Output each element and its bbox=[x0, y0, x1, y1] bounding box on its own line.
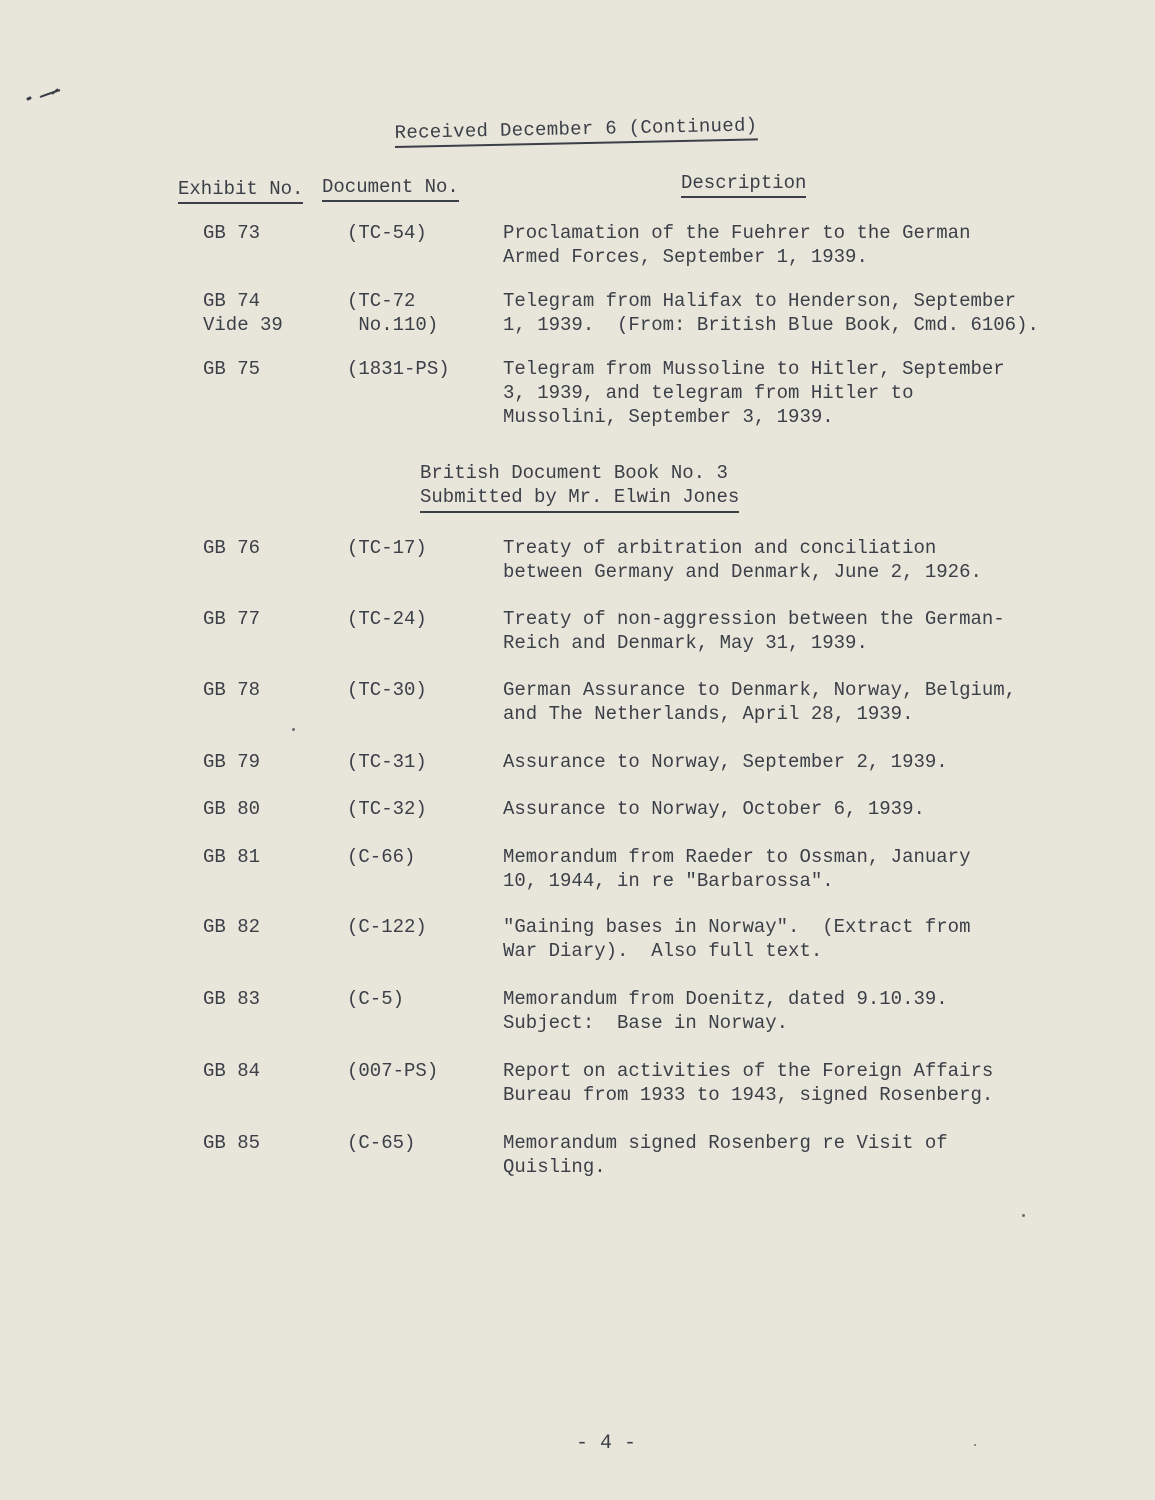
exhibit-cell: GB 83 bbox=[203, 988, 261, 1010]
document-cell: (C-65) bbox=[347, 1132, 416, 1154]
exhibit-cell: GB 74 Vide 39 bbox=[203, 290, 283, 336]
exhibit-cell: GB 73 bbox=[203, 222, 261, 244]
description-cell: Telegram from Mussoline to Hitler, September 3, 1939, and telegram from Hitler to Mussolini, September 3, 1939. bbox=[503, 358, 1005, 428]
document-cell: (1831-PS) bbox=[347, 358, 450, 380]
description-cell: Assurance to Norway, October 6, 1939. bbox=[503, 798, 925, 820]
description-cell: Memorandum signed Rosenberg re Visit of Quisling. bbox=[503, 1132, 948, 1178]
exhibit-cell: GB 85 bbox=[203, 1132, 261, 1154]
document-cell: (TC-24) bbox=[347, 608, 427, 630]
document-cell: (TC-54) bbox=[347, 222, 427, 244]
document-cell: (TC-32) bbox=[347, 798, 427, 820]
paper-speck bbox=[292, 728, 295, 731]
description-cell: "Gaining bases in Norway". (Extract from War Diary). Also full text. bbox=[503, 916, 971, 962]
document-cell: (C-122) bbox=[347, 916, 427, 938]
paper-speck bbox=[974, 1444, 976, 1446]
description-cell: Memorandum from Doenitz, dated 9.10.39. Subject: Base in Norway. bbox=[503, 988, 948, 1034]
description-cell: Assurance to Norway, September 2, 1939. bbox=[503, 751, 948, 773]
exhibit-cell: GB 77 bbox=[203, 608, 261, 630]
exhibit-cell: GB 76 bbox=[203, 537, 261, 559]
exhibit-cell: GB 78 bbox=[203, 679, 261, 701]
exhibit-cell: GB 81 bbox=[203, 846, 261, 868]
description-cell: Proclamation of the Fuehrer to the German Armed Forces, September 1, 1939. bbox=[503, 222, 971, 268]
exhibit-cell: GB 79 bbox=[203, 751, 261, 773]
description-cell: Report on activities of the Foreign Affairs Bureau from 1933 to 1943, signed Rosenberg. bbox=[503, 1060, 994, 1106]
exhibit-cell: GB 80 bbox=[203, 798, 261, 820]
ink-mark-icon bbox=[26, 86, 72, 102]
document-cell: (TC-72 No.110) bbox=[347, 290, 439, 336]
document-cell: (TC-30) bbox=[347, 679, 427, 701]
paper-speck bbox=[1022, 1214, 1025, 1217]
document-cell: (C-66) bbox=[347, 846, 416, 868]
header-document-no: Document No. bbox=[322, 176, 459, 202]
description-cell: Treaty of arbitration and conciliation between Germany and Denmark, June 2, 1926. bbox=[503, 537, 982, 583]
header-exhibit-no: Exhibit No. bbox=[178, 178, 303, 204]
page-title: Received December 6 (Continued) bbox=[394, 114, 757, 148]
document-cell: (007-PS) bbox=[347, 1060, 439, 1082]
section-heading bbox=[420, 461, 739, 513]
exhibit-cell: GB 82 bbox=[203, 916, 261, 938]
description-cell: German Assurance to Denmark, Norway, Belgium, and The Netherlands, April 28, 1939. bbox=[503, 679, 1017, 725]
exhibit-cell: GB 75 bbox=[203, 358, 261, 380]
document-cell: (TC-17) bbox=[347, 537, 427, 559]
description-cell: Telegram from Halifax to Henderson, September 1, 1939. (From: British Blue Book, Cmd. 6106). bbox=[503, 290, 1039, 336]
header-description: Description bbox=[681, 172, 806, 198]
section-line-2: Submitted by Mr. Elwin Jones bbox=[420, 485, 739, 513]
exhibit-cell: GB 84 bbox=[203, 1060, 261, 1082]
page-number: - 4 - bbox=[576, 1432, 637, 1455]
section-line-1: British Document Book No. 3 bbox=[420, 462, 728, 484]
document-cell: (C-5) bbox=[347, 988, 405, 1010]
description-cell: Memorandum from Raeder to Ossman, January 10, 1944, in re "Barbarossa". bbox=[503, 846, 971, 892]
description-cell: Treaty of non-aggression between the German- Reich and Denmark, May 31, 1939. bbox=[503, 608, 1005, 654]
document-cell: (TC-31) bbox=[347, 751, 427, 773]
